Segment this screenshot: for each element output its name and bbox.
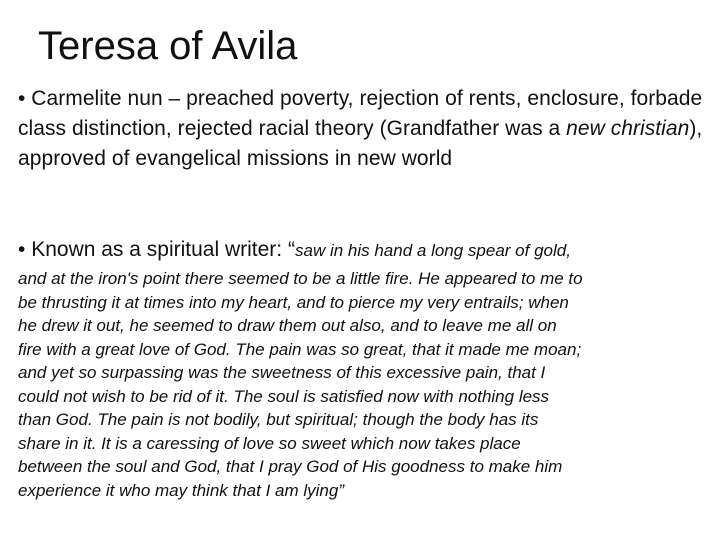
bullet1-text-end: ), approved of evangelical missions in new world [18, 117, 703, 170]
bullet1-italic-text: new christian [566, 117, 690, 140]
quote-line: share in it. It is a caressing of love so sweet which now takes place [18, 433, 521, 453]
open-quote-mark: “ [287, 238, 295, 261]
bullet2-lead-line [18, 236, 716, 265]
quote-line: than God. The pain is not bodily, but spiritual; though the body has its [18, 410, 539, 429]
quote-line: be thrusting it at times into my heart, and to pierce my very entrails; when [18, 292, 569, 312]
quote-line: experience it who may think that I am lying” [18, 480, 344, 500]
bullet-symbol: • [18, 238, 26, 261]
bullet-item-spiritual-writer [18, 236, 716, 502]
quote-body [18, 267, 716, 502]
quote-first-text: saw in his hand a long spear of gold, [294, 241, 571, 260]
quote-line: between the soul and God, that I pray God of His goodness to make him [18, 457, 563, 476]
quote-line: he drew it out, he seemed to draw them out also, and to leave me all on [18, 316, 557, 335]
bullet1-text-start: Carmelite nun – preached poverty, rejection of rents, enclosure, forbade class distinction, rejected racial theory (Grandfather was a [18, 87, 703, 140]
quote-first-line [287, 238, 571, 261]
quote-line: and at the iron's point there seemed to be a little fire. He appeared to me to [18, 269, 583, 288]
quote-line: could not wish to be rid of it. The soul is satisfied now with nothing less [18, 386, 550, 406]
quote-line: and yet so surpassing was the sweetness of this excessive pain, that I [18, 363, 546, 382]
bullet-symbol: • [18, 87, 26, 110]
slide-title: Teresa of Avila [38, 24, 298, 68]
bullet2-lead-text: Known as a spiritual writer: [31, 238, 288, 261]
quote-line: fire with a great love of God. The pain was so great, that it made me moan; [18, 339, 582, 359]
bullet-item-carmelite [18, 84, 708, 174]
